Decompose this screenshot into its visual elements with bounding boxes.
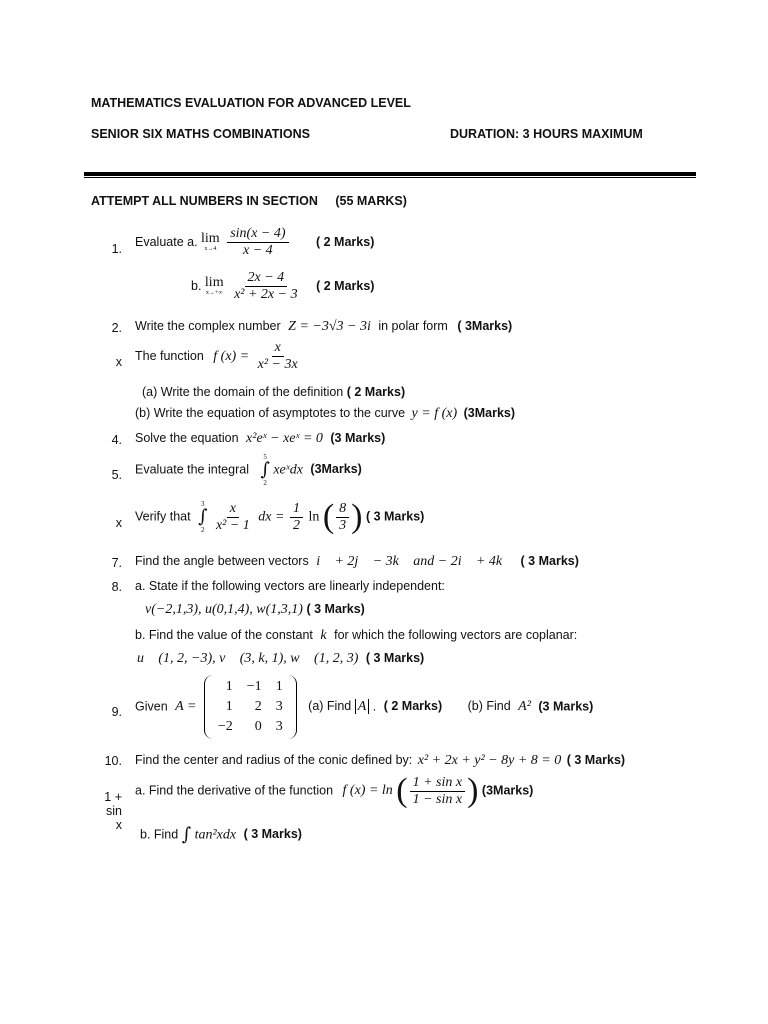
q6-dx: dx = — [258, 509, 285, 525]
q10-text — [135, 754, 625, 768]
q10-marks: ( 3 Marks) — [566, 753, 626, 767]
matrix-cell: 0 — [254, 719, 262, 734]
q1b-limit: lim x→+∞ — [204, 275, 224, 296]
q3-fx: f (x) = — [213, 348, 250, 364]
matrix-cell: 3 — [275, 699, 283, 714]
q7-marks: ( 3 Marks) — [520, 554, 579, 568]
q6-ln: ln — [308, 509, 320, 525]
q9b-A-squared: A² — [518, 699, 531, 715]
q8b-text: b. Find the value of the constant — [135, 628, 313, 642]
q4-number: 4. — [111, 433, 122, 447]
q4-marks: (3 Marks) — [330, 431, 386, 445]
q2-suffix: in polar form — [378, 319, 448, 333]
q5-text — [135, 453, 362, 487]
q3a-text: (a) Write the domain of the definition — [142, 385, 344, 399]
q9b-text: (b) Find — [467, 699, 511, 714]
q3b-expression: y = f (x) — [411, 406, 458, 421]
q8a-marks: ( 3 Marks) — [306, 602, 365, 616]
q9a-text: (a) Find — [308, 699, 352, 714]
q11-part-a: a. Find the derivative of the function f (x) = ln ( $\frac{\text{1 + sin x}}{\text{1 − sin x}}$ ) (3Marks) — [135, 772, 534, 809]
q9a-period: . — [372, 699, 377, 714]
q8a-vectors — [145, 603, 365, 617]
q6-half: $\frac{1}{2}$ — [290, 501, 303, 534]
matrix-cell: 2 — [254, 699, 262, 714]
q2-expression: Z = −3√3 − 3i — [288, 319, 371, 334]
q1b-marks: ( 2 Marks) — [316, 278, 375, 293]
q6-fraction: $\frac{x}{\text{x² − 1}}$ — [215, 500, 250, 533]
q1-prefix: Evaluate a. — [135, 234, 198, 249]
header-rule — [84, 172, 696, 178]
matrix-cell: 1 — [225, 699, 233, 714]
matrix-cell: 1 — [275, 679, 283, 694]
q1-number: 1. — [111, 242, 122, 256]
q7-expression: i⃗ + 2j⃗ − 3k⃗ and − 2i⃗ + 4k⃗ — [316, 554, 514, 569]
q3b-marks: (3Marks) — [463, 406, 516, 420]
q3a-marks: ( 2 Marks) — [346, 385, 406, 399]
q8b-expression: u⃗ (1, 2, −3), v⃗ (3, k, 1), w⃗ (1, 2, 3) — [137, 651, 359, 666]
q1-part-b — [191, 270, 374, 303]
q11b-text: b. Find — [140, 827, 179, 842]
q8-part-b — [135, 629, 577, 643]
q1b-fraction: $\frac{2x - 4}{\text{x² + 2x − 3}}$ — [234, 270, 298, 302]
q9-number: 9. — [111, 705, 122, 719]
q7-label: Find the angle between vectors — [135, 554, 309, 568]
q3-number: x — [115, 355, 122, 369]
q11b-expression: tan²xdx — [194, 827, 237, 843]
q6-marks: ( 3 Marks) — [365, 509, 425, 524]
q8b-k: k — [320, 628, 327, 643]
q11b-marks: ( 3 Marks) — [243, 827, 302, 842]
q8-number: 8. — [111, 580, 122, 594]
q11a-fraction: $\frac{\text{1 + sin x}}{\text{1 − sin x}}$ — [410, 775, 466, 808]
q6-integral-sign: 3 ∫ 2 — [198, 500, 208, 534]
q2-marks: ( 3Marks) — [457, 319, 513, 333]
q11a-marks: (3Marks) — [481, 783, 534, 798]
q1b-label: b. — [191, 278, 202, 293]
matrix-cell: −2 — [217, 719, 233, 734]
q11a-text: a. Find the derivative of the function — [135, 783, 334, 798]
q3b-text: (b) Write the equation of asymptotes to the curve — [135, 406, 406, 420]
q3-label: The function — [135, 348, 204, 363]
q5-number: 5. — [111, 468, 122, 482]
q6-number: x — [115, 516, 122, 530]
q9a-marks: ( 2 Marks) — [383, 699, 443, 714]
q8a-expression: v(−2,1,3), u(0,1,4), w(1,3,1) — [145, 602, 303, 617]
matrix-cell: 3 — [275, 719, 283, 734]
section-instruction-text: ATTEMPT ALL NUMBERS IN SECTION — [91, 194, 318, 208]
q11-number: 1 + sin x — [104, 790, 122, 832]
q9-label: Given — [135, 699, 168, 714]
section-instruction — [91, 194, 407, 208]
q4-label: Solve the equation — [135, 431, 239, 445]
q6-text: Verify that 3 ∫ 2 $\frac{x}{\text{x² − 1}}$ dx = $\frac{1}{2}$ ln ( $\frac{8}{3}$ ) ( 3 Marks) — [135, 498, 425, 535]
q3-fraction: $\frac{x}{\text{x² − 3x}}$ — [257, 340, 298, 372]
q8b-marks: ( 3 Marks) — [365, 651, 425, 665]
class-label: SENIOR SIX MATHS COMBINATIONS — [91, 127, 310, 141]
q9-matrix — [204, 675, 297, 739]
q1a-marks: ( 2 Marks) — [316, 234, 375, 249]
q3-text — [135, 340, 303, 373]
q5-integrand: xeˣdx — [273, 462, 303, 478]
q4-text — [135, 432, 385, 446]
q6-label: Verify that — [135, 509, 191, 524]
matrix-cell: −1 — [246, 679, 262, 694]
q7-text — [135, 555, 579, 569]
duration-label: DURATION: 3 HOURS MAXIMUM — [450, 127, 643, 141]
q8b-suffix: for which the following vectors are coplanar: — [334, 628, 578, 642]
q1a-fraction: $\frac{\sin(x - 4)}{x - 4}$ — [227, 226, 288, 259]
q11-part-b — [140, 826, 302, 844]
q8b-vectors — [137, 652, 424, 666]
q5-marks: (3Marks) — [310, 462, 362, 477]
q10-expression: x² + 2x + y² − 8y + 8 = 0 — [417, 753, 562, 768]
q7-number: 7. — [111, 556, 122, 570]
exam-title: MATHEMATICS EVALUATION FOR ADVANCED LEVEL — [91, 96, 411, 110]
q10-label: Find the center and radius of the conic defined by: — [135, 753, 413, 767]
q6-eight-thirds: $\frac{8}{3}$ — [336, 501, 349, 534]
q3-part-a — [142, 386, 405, 399]
q9b-marks: (3 Marks) — [538, 699, 594, 714]
matrix-cell: 1 — [225, 679, 233, 694]
q1a-limit: lim x→4 — [201, 231, 220, 252]
q5-integral-sign: 5 ∫ 2 — [260, 453, 270, 487]
q10-number: 10. — [104, 754, 122, 768]
q9-A: A = — [175, 699, 197, 715]
q5-label: Evaluate the integral — [135, 462, 249, 477]
q3-part-b — [135, 407, 515, 421]
section-marks: (55 MARKS) — [335, 194, 407, 208]
q4-expression: x²eˣ − xeˣ = 0 — [246, 431, 323, 446]
q11b-integral-sign: ∫ — [181, 824, 192, 845]
q2-number: 2. — [111, 321, 122, 335]
q1-part-a — [135, 226, 374, 259]
q2-text — [135, 320, 512, 334]
q8-part-a: a. State if the following vectors are linearly independent: — [135, 579, 445, 593]
q9-text — [135, 675, 593, 739]
q2-label: Write the complex number — [135, 319, 281, 333]
q11a-fx: f (x) = ln — [342, 783, 393, 799]
q9a-abs-A: A — [355, 699, 370, 714]
